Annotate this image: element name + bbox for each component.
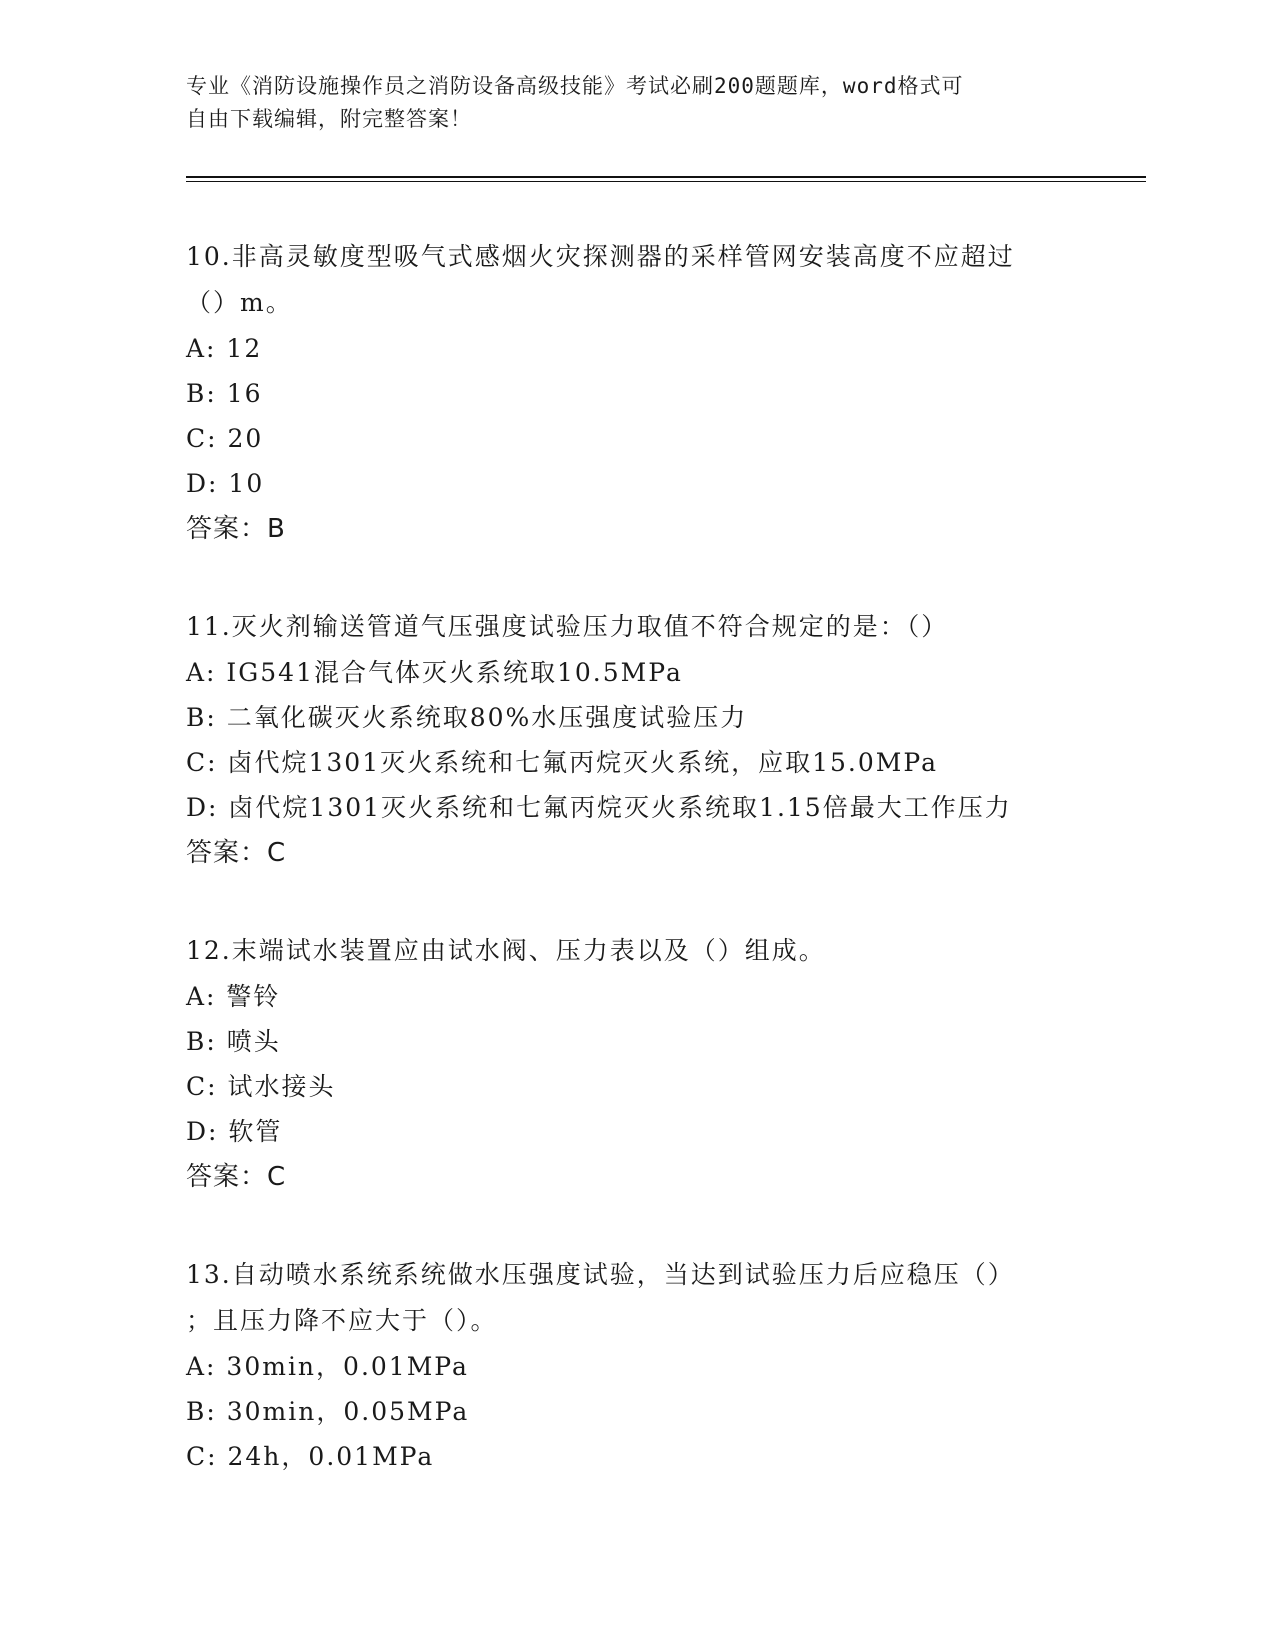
option-c: C: 20	[186, 424, 264, 453]
question-11	[186, 604, 1146, 876]
option-b: B: 二氧化碳灭火系统取80%水压强度试验压力	[186, 703, 748, 732]
question-stem-continued: ；且压力降不应大于（）。	[186, 1306, 498, 1335]
document-page	[186, 70, 1146, 1479]
header-line-2: 自由下载编辑，附完整答案！	[186, 107, 472, 131]
header-divider	[186, 176, 1146, 182]
question-13	[186, 1252, 1146, 1479]
option-b: B: 喷头	[186, 1027, 281, 1056]
option-c: C: 24h，0.01MPa	[186, 1442, 435, 1471]
question-12	[186, 928, 1146, 1200]
option-b: B: 30min，0.05MPa	[186, 1397, 470, 1426]
option-d: D: 10	[186, 469, 265, 498]
header-line-1: 专业《消防设施操作员之消防设备高级技能》考试必刷200题题库，word格式可	[186, 74, 964, 98]
answer: 答案：B	[186, 514, 286, 544]
question-stem: 12.末端试水装置应由试水阀、压力表以及（）组成。	[186, 936, 826, 965]
option-c: C: 试水接头	[186, 1072, 336, 1101]
option-c: C: 卤代烷1301灭火系统和七氟丙烷灭火系统，应取15.0MPa	[186, 748, 938, 777]
option-b: B: 16	[186, 379, 263, 408]
question-stem: 10.非高灵敏度型吸气式感烟火灾探测器的采样管网安装高度不应超过	[186, 242, 1015, 271]
document-header	[186, 70, 1146, 136]
option-a: A: IG541混合气体灭火系统取10.5MPa	[186, 658, 683, 687]
option-a: A: 警铃	[186, 982, 281, 1011]
question-stem: 13.自动喷水系统系统做水压强度试验，当达到试验压力后应稳压（）	[186, 1260, 1015, 1289]
option-d: D: 软管	[186, 1117, 283, 1146]
option-d: D: 卤代烷1301灭火系统和七氟丙烷灭火系统取1.15倍最大工作压力	[186, 793, 1012, 822]
option-a: A: 12	[186, 334, 263, 363]
question-10	[186, 234, 1146, 552]
option-a: A: 30min，0.01MPa	[186, 1352, 469, 1381]
question-stem: 11.灭火剂输送管道气压强度试验压力取值不符合规定的是：（）	[186, 612, 949, 641]
answer: 答案：C	[186, 1162, 287, 1192]
question-stem-continued: （）m。	[186, 288, 293, 317]
answer: 答案：C	[186, 838, 287, 868]
